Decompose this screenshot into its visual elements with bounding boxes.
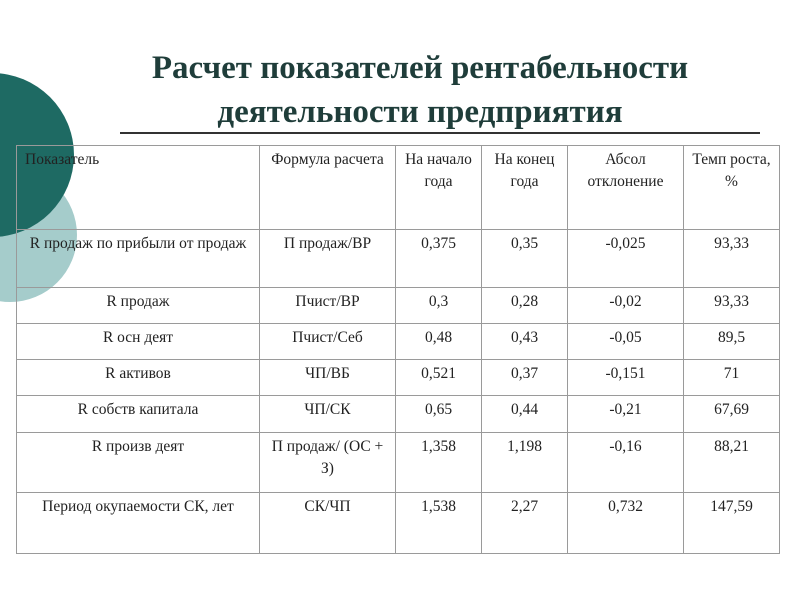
table-cell: 2,27: [482, 493, 568, 554]
table-cell: П продаж/ (ОС + З): [260, 433, 396, 493]
table-cell: R продаж: [17, 288, 260, 324]
table-cell: 93,33: [684, 230, 780, 288]
slide-title-line-1: Расчет показателей рентабельности: [151, 50, 689, 86]
header-growth-rate: Темп роста, %: [684, 146, 780, 230]
table-cell: Период окупаемости СК, лет: [17, 493, 260, 554]
table-cell: Пчист/Себ: [260, 324, 396, 360]
table-cell: -0,025: [568, 230, 684, 288]
table-cell: 0,3: [396, 288, 482, 324]
table-cell: ЧП/СК: [260, 396, 396, 433]
table-cell: 89,5: [684, 324, 780, 360]
table-cell: R активов: [17, 360, 260, 396]
table-cell: R собств капитала: [17, 396, 260, 433]
header-absolute-deviation: Абсол отклонение: [568, 146, 684, 230]
table-cell: -0,21: [568, 396, 684, 433]
table-cell: R осн деят: [17, 324, 260, 360]
table-cell: П продаж/ВР: [260, 230, 396, 288]
table-cell: 1,198: [482, 433, 568, 493]
table-cell: 1,358: [396, 433, 482, 493]
table-cell: R продаж по прибыли от продаж: [17, 230, 260, 288]
table-cell: ЧП/ВБ: [260, 360, 396, 396]
table-cell: 147,59: [684, 493, 780, 554]
table-cell: -0,16: [568, 433, 684, 493]
table-cell: 0,43: [482, 324, 568, 360]
table-cell: СК/ЧП: [260, 493, 396, 554]
table-cell: 0,48: [396, 324, 482, 360]
header-start-of-year: На начало года: [396, 146, 482, 230]
table-header-row: [17, 146, 780, 230]
table-cell: 0,521: [396, 360, 482, 396]
table-cell: 0,44: [482, 396, 568, 433]
title-underline: [120, 132, 760, 134]
table-cell: 67,69: [684, 396, 780, 433]
table-cell: 0,732: [568, 493, 684, 554]
table-cell: 0,35: [482, 230, 568, 288]
table-cell: 0,375: [396, 230, 482, 288]
header-formula: Формула расчета: [260, 146, 396, 230]
header-end-of-year: На конец года: [482, 146, 568, 230]
table-cell: 0,37: [482, 360, 568, 396]
slide-title-line-2: деятельности предприятия: [217, 94, 623, 130]
table-cell: 88,21: [684, 433, 780, 493]
table-row: [17, 324, 780, 360]
profitability-table: [16, 145, 780, 554]
table-cell: 0,28: [482, 288, 568, 324]
table-cell: 71: [684, 360, 780, 396]
table-cell: -0,05: [568, 324, 684, 360]
table-row: [17, 433, 780, 493]
table-cell: -0,02: [568, 288, 684, 324]
table-row: [17, 360, 780, 396]
table-cell: Пчист/ВР: [260, 288, 396, 324]
table-cell: R произв деят: [17, 433, 260, 493]
table-row: [17, 396, 780, 433]
table-cell: 93,33: [684, 288, 780, 324]
table-cell: 0,65: [396, 396, 482, 433]
table-row: [17, 288, 780, 324]
header-indicator: Показатель: [17, 146, 260, 230]
table-row: [17, 493, 780, 554]
table-cell: 1,538: [396, 493, 482, 554]
slide-title: [80, 46, 760, 134]
table-cell: -0,151: [568, 360, 684, 396]
table-row: [17, 230, 780, 288]
